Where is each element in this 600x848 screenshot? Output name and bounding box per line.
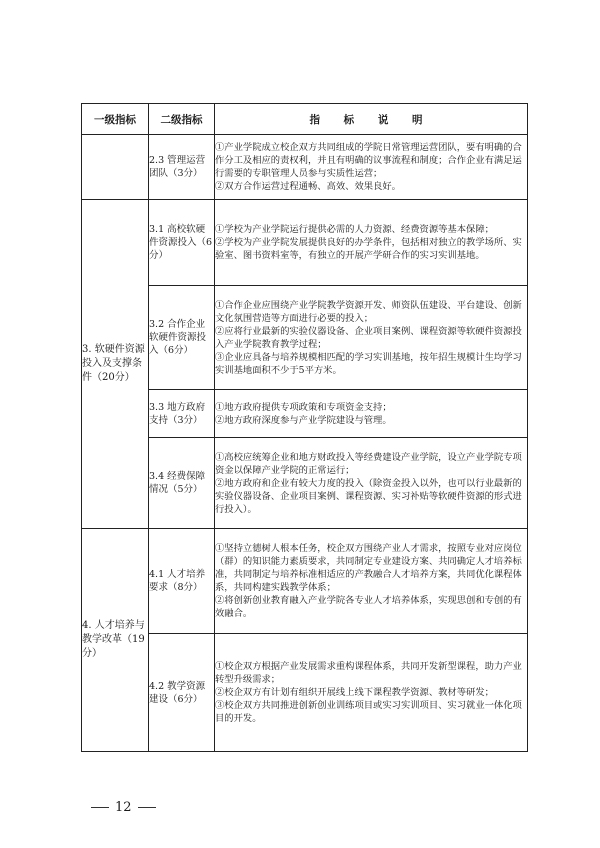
table-row bbox=[82, 438, 528, 529]
description-line: ③校企双方共同推进创新创业训练项目或实习实训项目、实习就业一体化项目的开发。 bbox=[215, 700, 522, 724]
description-cell bbox=[215, 634, 528, 752]
level1-cell: 4. 人才培养与教学改革（19分） bbox=[82, 529, 149, 752]
table-row bbox=[82, 529, 528, 634]
page-number-dash-right bbox=[138, 807, 156, 808]
table-row bbox=[82, 200, 528, 286]
page-number bbox=[85, 800, 162, 815]
description-cell bbox=[215, 438, 528, 529]
description-line: ③企业应具备与培养规模相匹配的学习实训基地，按年招生规模计生均学习实训基地面积不少于5平方米。 bbox=[215, 351, 522, 376]
description-line: ②校企双方有计划有组织开展线上线下课程教学资源、教材等研发； bbox=[215, 687, 494, 698]
description-line: ②地方政府和企业有较大力度的投入（除资金投入以外，也可以行业最新的实验仪器设备、企业项目案例、课程资源、实习补贴等软硬件资源的形式进行投入）。 bbox=[215, 477, 522, 515]
description-line: ①坚持立德树人根本任务，校企双方围绕产业人才需求，按照专业对应岗位（群）的知识能力素质要求，共同制定专业建设方案、共同确定人才培养标准，共同制定与培养标准相适应的产教融合人才培养方案，共同优化课程体系，共同构建实践教学体系； bbox=[215, 543, 522, 593]
level2-cell: 4.1 人才培养要求（8分） bbox=[149, 529, 215, 634]
description-cell bbox=[215, 286, 528, 390]
level2-cell: 3.3 地方政府支持（3分） bbox=[149, 390, 215, 438]
description-cell bbox=[215, 200, 528, 286]
description-line: ①产业学院成立校企双方共同组成的学院日常管理运营团队，要有明确的合作分工及相应的责权利，并且有明确的议事流程和制度；合作企业有满足运行需要的专职管理人员参与实质性运营； bbox=[215, 142, 522, 179]
level1-cell: 3. 软硬件资源投入及支撑条件（20分） bbox=[82, 200, 149, 529]
description-line: ①校企双方根据产业发展需求重构课程体系，共同开发新型课程，助力产业转型升级需求； bbox=[215, 661, 522, 685]
table-row bbox=[82, 286, 528, 390]
level1-cell-empty bbox=[82, 135, 149, 200]
page-number-dash-left bbox=[91, 807, 109, 808]
description-line: ②学校为产业学院发展提供良好的办学条件，包括相对独立的教学场所、实验室、图书资料室等，有独立的开展产学研合作的实习实训基地。 bbox=[215, 237, 522, 261]
table-row bbox=[82, 135, 528, 200]
description-line: ②应将行业最新的实验仪器设备、企业项目案例、课程资源等软硬件资源投入产业学院教育教学过程； bbox=[215, 325, 522, 350]
description-cell bbox=[215, 390, 528, 438]
description-line: ①地方政府提供专项政策和专项资金支持； bbox=[215, 401, 392, 413]
table-row bbox=[82, 390, 528, 438]
description-cell bbox=[215, 135, 528, 200]
description-line: ②将创新创业教育融入产业学院各专业人才培养体系，实现思创和专创的有效融合。 bbox=[215, 595, 522, 619]
table-row bbox=[82, 634, 528, 752]
description-cell bbox=[215, 529, 528, 634]
level2-cell: 2.3 管理运营团队（3分） bbox=[149, 135, 215, 200]
level2-cell: 4.2 教学资源建设（6分） bbox=[149, 634, 215, 752]
header-level1: 一级指标 bbox=[82, 104, 149, 135]
description-line: ①合作企业应围绕产业学院教学资源开发、师资队伍建设、平台建设、创新文化氛围营造等方面进行必要的投入； bbox=[215, 299, 522, 324]
description-line: ②地方政府深度参与产业学院建设与管理。 bbox=[215, 414, 392, 426]
page-number-value: 12 bbox=[115, 800, 132, 815]
level2-cell: 3.1 高校软硬件资源投入（6分） bbox=[149, 200, 215, 286]
level2-cell: 3.4 经费保障情况（5分） bbox=[149, 438, 215, 529]
description-line: ①学校为产业学院运行提供必需的人力资源、经费资源等基本保障； bbox=[215, 224, 494, 235]
description-line: ②双方合作运营过程通畅、高效、效果良好。 bbox=[215, 181, 401, 192]
header-level2: 二级指标 bbox=[149, 104, 215, 135]
table-header-row bbox=[82, 104, 528, 135]
description-line: ①高校应统筹企业和地方财政投入等经费建设产业学院，设立产业学院专项资金以保障产业学院的正常运行； bbox=[215, 451, 522, 476]
level2-cell: 3.2 合作企业软硬件资源投入（6分） bbox=[149, 286, 215, 390]
header-description: 指 标 说 明 bbox=[215, 104, 528, 135]
indicator-table bbox=[81, 103, 528, 752]
